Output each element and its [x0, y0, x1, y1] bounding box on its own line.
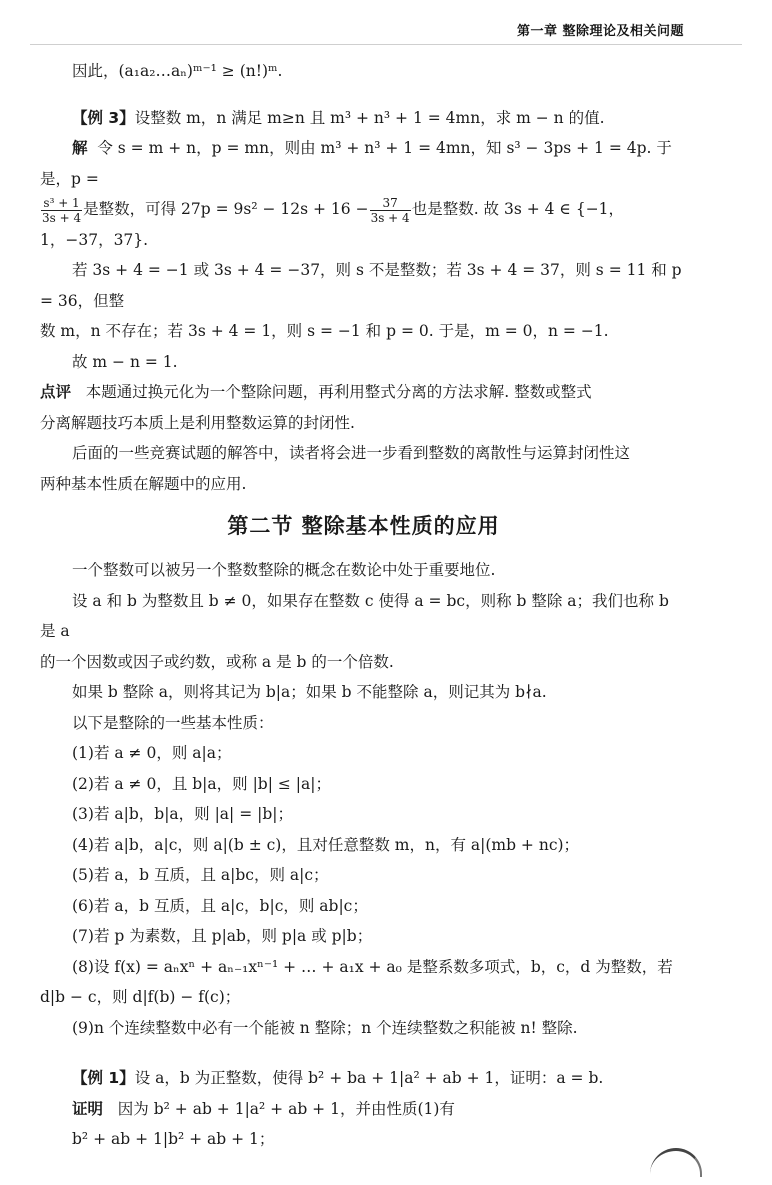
example-3-text: 设整数 m，n 满足 m≥n 且 m³ + n³ + 1 = 4mn，求 m − n 的值. — [134, 108, 605, 127]
running-head: 第一章 整除理论及相关问题 — [516, 24, 684, 39]
solution-line-1 — [40, 133, 687, 194]
property-4: (4)若 a|b，a|c，则 a|(b ± c)，且对任意整数 m，n，有 a|(mb + nc)； — [72, 835, 580, 854]
after-note-a: 后面的一些竞赛试题的解答中，读者将会进一步看到整数的离散性与运算封闭性这 — [72, 444, 631, 462]
fraction-37 — [370, 196, 411, 225]
fraction-denominator: 3s + 4 — [42, 210, 82, 225]
page-body — [40, 56, 687, 1155]
case-analysis-b: 数 m，n 不存在；若 3s + 4 = 1，则 s = −1 和 p = 0. 于是，m = 0，n = −1. — [40, 322, 609, 340]
example-1-label: 【例 1】 — [72, 1069, 135, 1087]
fraction-denominator: 3s + 4 — [370, 210, 410, 225]
example-3-label: 【例 3】 — [72, 108, 135, 127]
fraction-numerator: 37 — [370, 196, 411, 211]
example-1 — [40, 1063, 687, 1094]
property-7: (7)若 p 为素数，且 p|ab，则 p|a 或 p|b； — [72, 927, 373, 945]
property-8b: d|b − c，则 d|f(b) − f(c)； — [40, 988, 241, 1006]
property-6: (6)若 a，b 互质，且 a|c，b|c，则 ab|c； — [72, 896, 368, 915]
remark-text-a: 本题通过换元化为一个整除问题，再利用整式分离的方法求解. 整数或整式 — [85, 383, 592, 401]
solution-text-1: 令 s = m + n，p = mn，则由 m³ + n³ + 1 = 4mn，知 s³ − 3ps + 1 = 4p. 于是，p = — [40, 139, 672, 188]
proof-last-line: b² + ab + 1|b² + ab + 1； — [72, 1130, 275, 1148]
notation: 如果 b 整除 a，则将其记为 b|a；如果 b 不能整除 a，则记其为 b∤a. — [72, 683, 547, 701]
after-note-b: 两种基本性质在解题中的应用. — [40, 474, 247, 493]
conclusion: 故 m − n = 1. — [72, 352, 178, 371]
remark — [40, 377, 687, 408]
solution-text-2b: 也是整数. 故 3s + 4 ∈ {−1，1，−37，37}. — [40, 200, 625, 249]
case-analysis-a: 若 3s + 4 = −1 或 3s + 4 = −37，则 s 不是整数；若 3s + 4 = 37，则 s = 11 和 p = 36，但整 — [40, 261, 682, 310]
proof — [40, 1094, 687, 1125]
property-3: (3)若 a|b，b|a，则 |a| = |b|； — [72, 805, 293, 823]
example-3 — [40, 103, 687, 134]
solution-label: 解 — [72, 139, 88, 157]
remark-text-b: 分离解题技巧本质上是利用整数运算的封闭性. — [40, 413, 355, 432]
property-9: (9)n 个连续整数中必有一个能被 n 整除；n 个连续整数之积能被 n! 整除. — [72, 1018, 578, 1037]
fraction-s3-plus-1 — [41, 196, 82, 225]
solution-line-2 — [40, 194, 687, 255]
fraction-numerator: s³ + 1 — [41, 196, 82, 211]
intro: 一个整数可以被另一个整数整除的概念在数论中处于重要地位. — [72, 561, 496, 579]
property-5: (5)若 a，b 互质，且 a|bc，则 a|c； — [72, 866, 329, 884]
definition-a: 设 a 和 b 为整数且 b ≠ 0，如果存在整数 c 使得 a = bc，则称 b 整除 a；我们也称 b 是 a — [40, 591, 669, 640]
example-1-text: 设 a，b 为正整数，使得 b² + ba + 1|a² + ab + 1，证明：a = b. — [134, 1069, 604, 1087]
properties-intro: 以下是整除的一些基本性质： — [72, 713, 274, 732]
property-8a: (8)设 f(x) = aₙxⁿ + aₙ₋₁xⁿ⁻¹ + … + a₁x + a₀ 是整系数多项式，b，c，d 为整数，若 — [72, 957, 673, 976]
proof-text: 因为 b² + ab + 1|a² + ab + 1，并由性质(1)有 — [117, 1099, 455, 1118]
header-rule — [30, 44, 742, 45]
property-1: (1)若 a ≠ 0，则 a|a； — [72, 744, 232, 762]
section-title: 第二节 整除基本性质的应用 — [227, 514, 500, 538]
line-therefore: 因此，(a₁a₂…aₙ)ᵐ⁻¹ ≥ (n!)ᵐ. — [72, 62, 283, 80]
property-2: (2)若 a ≠ 0，且 b|a，则 |b| ≤ |a|； — [72, 774, 331, 793]
definition-b: 的一个因数或因子或约数，或称 a 是 b 的一个倍数. — [40, 652, 394, 671]
solution-text-2a: 是整数，可得 27p = 9s² − 12s + 16 − — [83, 200, 369, 218]
remark-label: 点评 — [40, 383, 72, 401]
proof-label: 证明 — [72, 1099, 104, 1118]
